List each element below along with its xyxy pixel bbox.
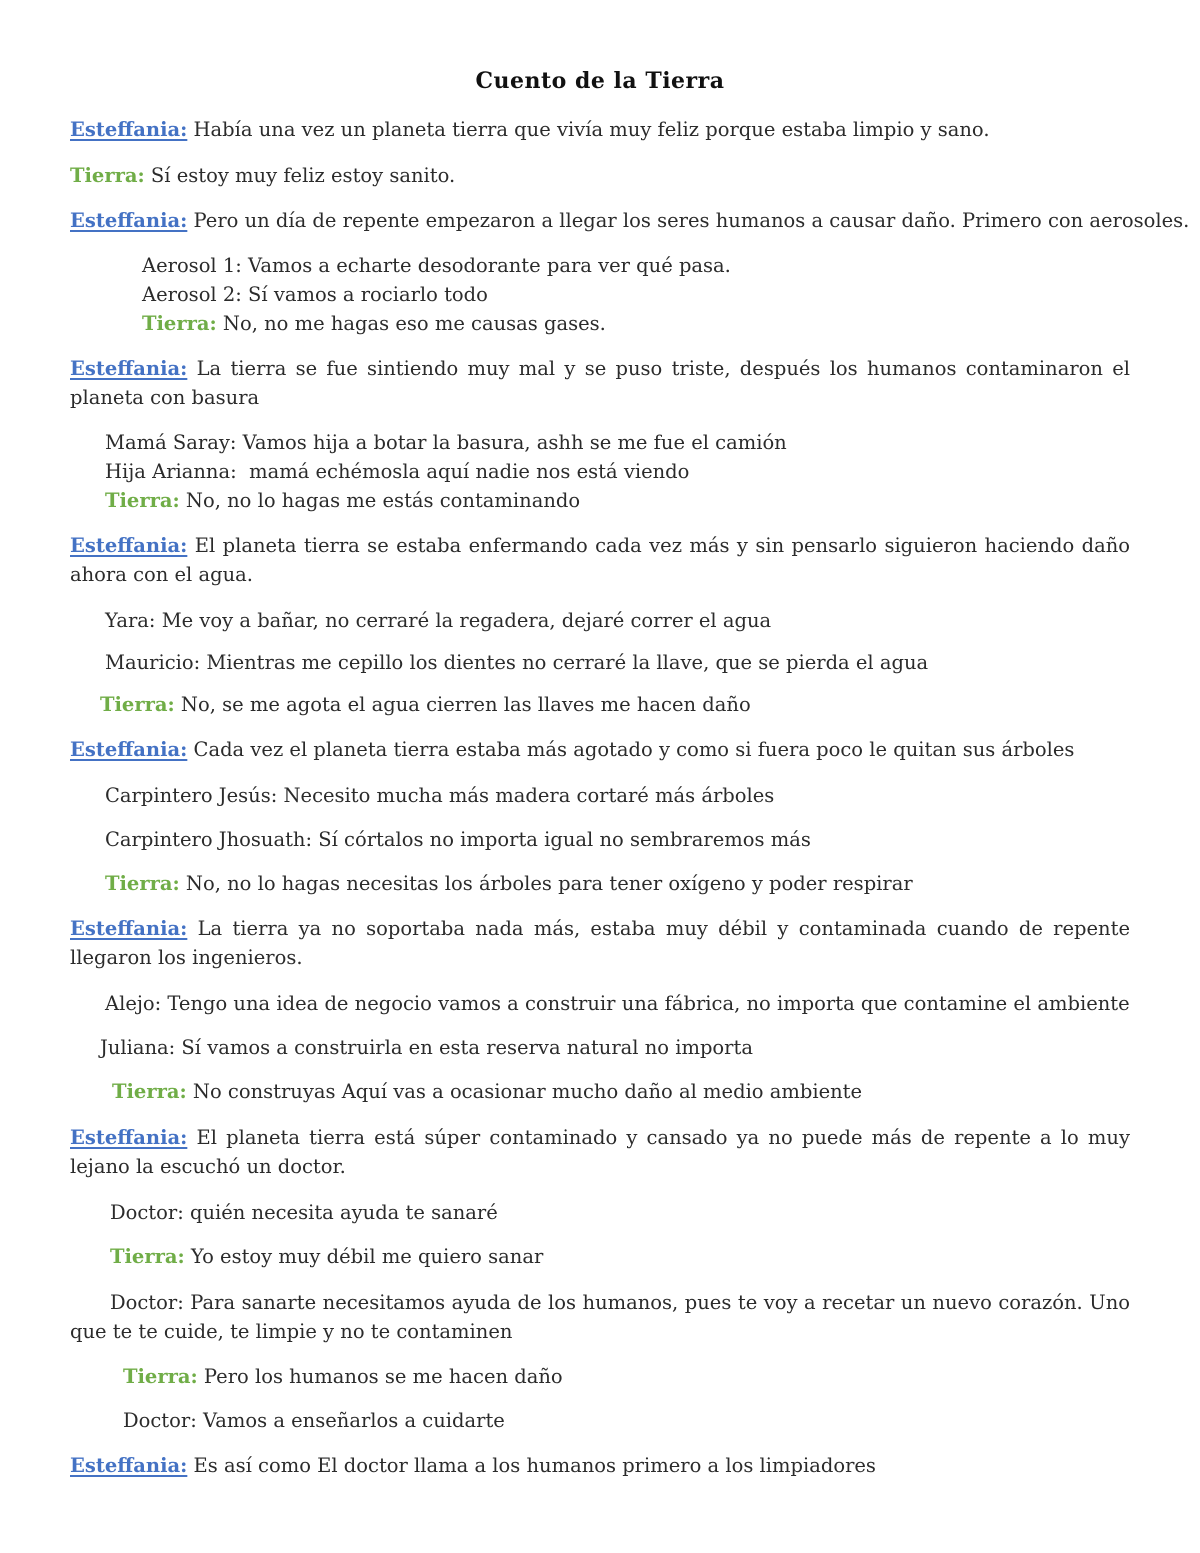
speaker-esteffania: Esteffania: (70, 357, 188, 380)
story-line (70, 531, 1130, 589)
line-text: Había una vez un planeta tierra que vivía muy feliz porque estaba limpio y sano. (193, 118, 990, 141)
speaker-tierra: Tierra: (100, 693, 175, 716)
dialogue-line: Doctor: Vamos a enseñarlos a cuidarte (123, 1409, 505, 1432)
dialogue-line: Carpintero Jesús: Necesito mucha más madera cortaré más árboles (105, 784, 775, 807)
dialogue-line (105, 869, 1130, 898)
line-text: Pero los humanos se me hacen daño (203, 1365, 563, 1388)
story-line (70, 354, 1130, 412)
speaker-esteffania: Esteffania: (70, 738, 188, 761)
story-line (70, 1123, 1130, 1181)
speaker-tierra: Tierra: (123, 1365, 198, 1388)
dialogue-line (142, 309, 1130, 338)
speaker-tierra: Tierra: (110, 1245, 185, 1268)
dialogue-line: Carpintero Jhosuath: Sí córtalos no importa igual no sembraremos más (105, 828, 811, 851)
line-text: El planeta tierra se estaba enfermando cada vez más y sin pensarlo siguieron haciendo daño ahora con el agua. (70, 534, 1130, 586)
dialogue-line: Yara: Me voy a bañar, no cerraré la regadera, dejaré correr el agua (105, 609, 772, 632)
story-line (70, 206, 1190, 235)
line-text: La tierra se fue sintiendo muy mal y se puso triste, después los humanos contaminaron el planeta con basura (70, 357, 1131, 409)
speaker-tierra: Tierra: (70, 164, 145, 187)
story-line (70, 1451, 1130, 1480)
line-text: El planeta tierra está súper contaminado y cansado ya no puede más de repente a lo muy lejano la escuchó un doctor. (70, 1126, 1131, 1178)
dialogue-line: Aerosol 1: Vamos a echarte desodorante para ver qué pasa. (142, 254, 731, 277)
speaker-tierra: Tierra: (112, 1080, 187, 1103)
speaker-esteffania: Esteffania: (70, 1126, 188, 1149)
line-text: Pero un día de repente empezaron a llegar los seres humanos a causar daño. Primero con aerosoles. (193, 209, 1190, 232)
dialogue-line: Doctor: Para sanarte necesitamos ayuda de los humanos, pues te voy a recetar un nuevo corazón. Uno que te te cuide, te limpie y no te contaminen (70, 1291, 1130, 1343)
dialogue-line: Aerosol 2: Sí vamos a rociarlo todo (142, 283, 488, 306)
dialogue-line (110, 1242, 1130, 1271)
dialogue-line (100, 690, 1130, 719)
dialogue-line: Mauricio: Mientras me cepillo los dientes no cerraré la llave, que se pierda el agua (105, 651, 929, 674)
story-line (70, 161, 1130, 190)
dialogue-line (112, 1077, 1130, 1106)
line-text: No, no lo hagas necesitas los árboles para tener oxígeno y poder respirar (185, 872, 913, 895)
line-text: Yo estoy muy débil me quiero sanar (190, 1245, 544, 1268)
dialogue-line (105, 486, 1130, 515)
line-text: Cada vez el planeta tierra estaba más agotado y como si fuera poco le quitan sus árboles (193, 738, 1075, 761)
speaker-esteffania: Esteffania: (70, 534, 188, 557)
line-text: No, no lo hagas me estás contaminando (185, 489, 581, 512)
speaker-esteffania: Esteffania: (70, 1454, 188, 1477)
line-text: La tierra ya no soportaba nada más, estaba muy débil y contaminada cuando de repente llegaron los ingenieros. (70, 917, 1130, 969)
dialogue-line: Doctor: quién necesita ayuda te sanaré (110, 1201, 498, 1224)
speaker-esteffania: Esteffania: (70, 118, 188, 141)
dialogue-line: Alejo: Tengo una idea de negocio vamos a construir una fábrica, no importa que contamine el ambiente (105, 992, 1130, 1015)
line-text: No construyas Aquí vas a ocasionar mucho daño al medio ambiente (192, 1080, 863, 1103)
line-text: No, no me hagas eso me causas gases. (222, 312, 606, 335)
line-text: No, se me agota el agua cierren las llaves me hacen daño (180, 693, 751, 716)
line-text: Sí estoy muy feliz estoy sanito. (150, 164, 456, 187)
story-line (70, 735, 1130, 764)
speaker-tierra: Tierra: (105, 872, 180, 895)
speaker-tierra: Tierra: (142, 312, 217, 335)
story-line (70, 115, 1130, 144)
story-line (70, 914, 1130, 972)
speaker-esteffania: Esteffania: (70, 209, 188, 232)
speaker-esteffania: Esteffania: (70, 917, 188, 940)
dialogue-line: Hija Arianna: mamá echémosla aquí nadie nos está viendo (105, 460, 690, 483)
dialogue-line: Mamá Saray: Vamos hija a botar la basura, ashh se me fue el camión (105, 431, 787, 454)
line-text: Es así como El doctor llama a los humanos primero a los limpiadores (193, 1454, 876, 1477)
dialogue-line: Juliana: Sí vamos a construirla en esta reserva natural no importa (100, 1036, 753, 1059)
document-title: Cuento de la Tierra (475, 68, 725, 94)
speaker-tierra: Tierra: (105, 489, 180, 512)
dialogue-line (123, 1362, 1130, 1391)
